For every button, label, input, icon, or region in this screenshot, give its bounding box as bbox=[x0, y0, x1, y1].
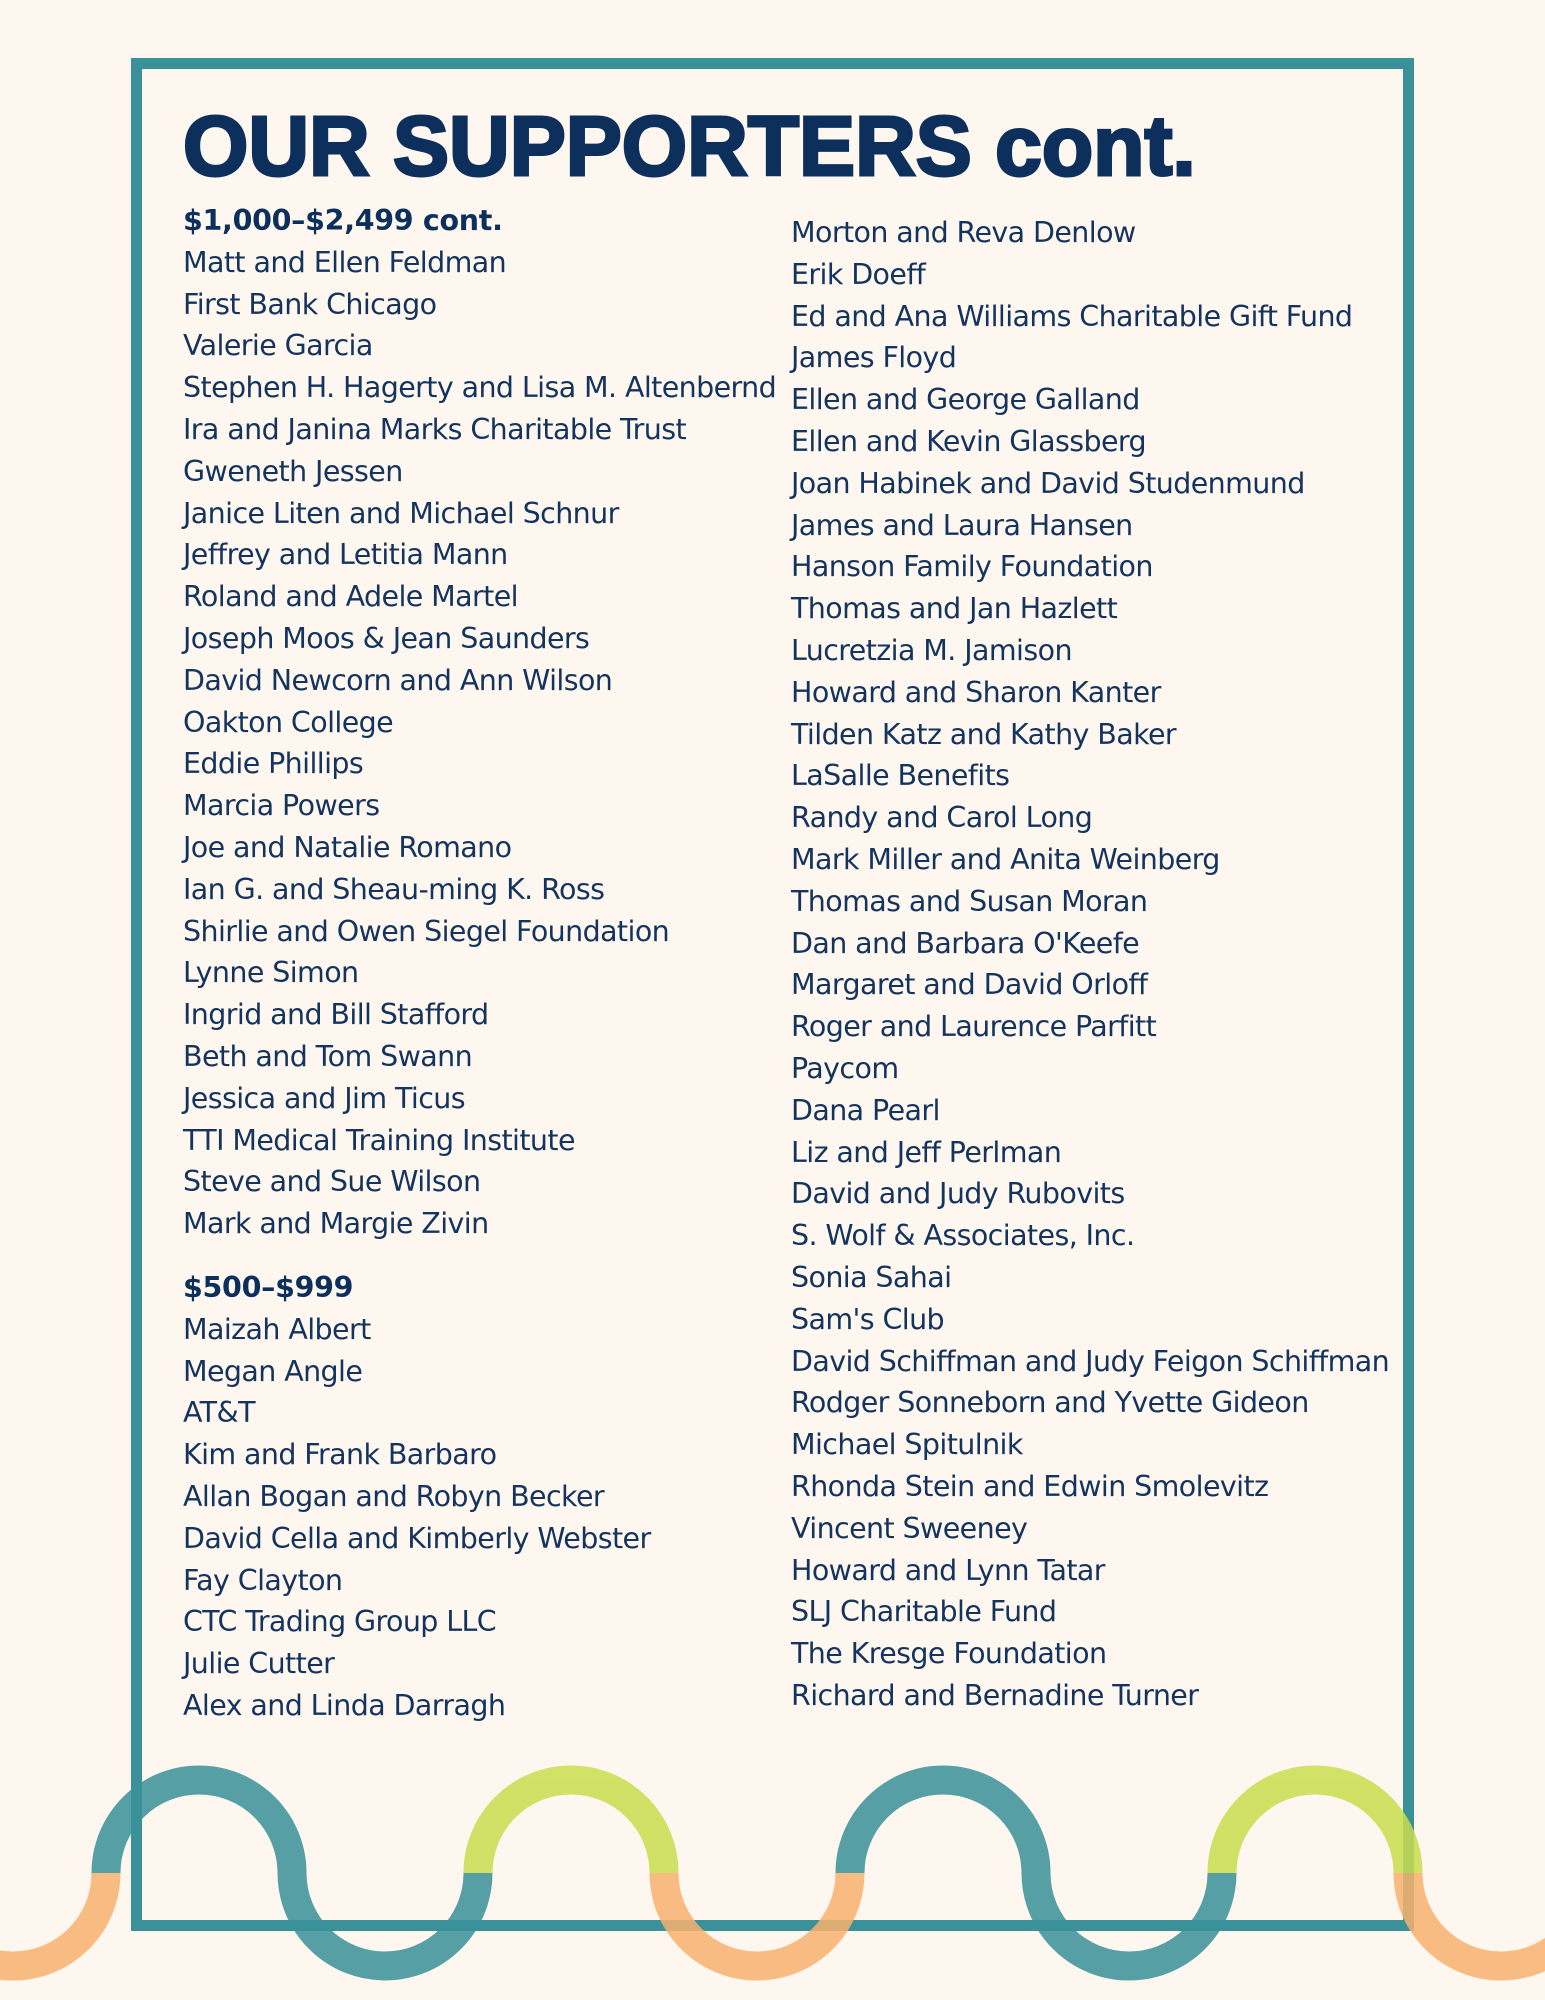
donor-name: AT&T bbox=[183, 1396, 255, 1430]
donor-name: Michael Spitulnik bbox=[791, 1428, 1023, 1462]
donor-name: Alex and Linda Darragh bbox=[183, 1688, 506, 1722]
donor-name: Ellen and Kevin Glassberg bbox=[791, 424, 1146, 458]
donor-name: Paycom bbox=[791, 1051, 899, 1085]
donor-name: Steve and Sue Wilson bbox=[183, 1165, 481, 1199]
donor-name: Julie Cutter bbox=[183, 1647, 335, 1681]
donor-name: Janice Liten and Michael Schnur bbox=[183, 496, 619, 530]
donor-name: S. Wolf & Associates, Inc. bbox=[791, 1219, 1135, 1253]
donor-name: Sonia Sahai bbox=[791, 1260, 952, 1294]
donor-name: David Cella and Kimberly Webster bbox=[183, 1521, 651, 1555]
page-title: OUR SUPPORTERS cont. bbox=[183, 99, 1196, 193]
donor-name: Ira and Janina Marks Charitable Trust bbox=[183, 412, 687, 446]
donor-name: Joe and Natalie Romano bbox=[183, 830, 512, 864]
wave-arc bbox=[850, 1780, 1036, 1873]
donor-name: Marcia Powers bbox=[183, 789, 380, 823]
donor-name: Megan Angle bbox=[183, 1354, 363, 1388]
donor-name: Thomas and Susan Moran bbox=[791, 884, 1148, 918]
donor-tier-heading: $1,000–$2,499 cont. bbox=[183, 204, 503, 237]
donor-name: Howard and Sharon Kanter bbox=[791, 675, 1161, 709]
donor-name: Mark and Margie Zivin bbox=[183, 1207, 489, 1241]
wave-arc bbox=[292, 1873, 478, 1966]
donor-name: Mark Miller and Anita Weinberg bbox=[791, 842, 1220, 876]
donor-list bbox=[183, 242, 783, 1245]
donor-name: Richard and Bernadine Turner bbox=[791, 1678, 1199, 1712]
donor-name: CTC Trading Group LLC bbox=[183, 1605, 497, 1639]
donor-name: Hanson Family Foundation bbox=[791, 550, 1153, 584]
wave-arc bbox=[0, 1873, 106, 1966]
donor-name: Joseph Moos & Jean Saunders bbox=[183, 621, 590, 655]
donor-name: Sam's Club bbox=[791, 1302, 945, 1336]
donor-name: James and Laura Hansen bbox=[791, 508, 1133, 542]
donor-name: Tilden Katz and Kathy Baker bbox=[791, 717, 1177, 751]
donor-name: Lucretzia M. Jamison bbox=[791, 633, 1072, 667]
wave-arc bbox=[664, 1873, 850, 1966]
donor-name: Dan and Barbara O'Keefe bbox=[791, 926, 1140, 960]
donor-name: Margaret and David Orloff bbox=[791, 968, 1148, 1002]
donor-name: LaSalle Benefits bbox=[791, 759, 1010, 793]
donor-name: Gweneth Jessen bbox=[183, 454, 403, 488]
donor-name: Dana Pearl bbox=[791, 1093, 940, 1127]
donor-name: Joan Habinek and David Studenmund bbox=[791, 466, 1305, 500]
donor-name: David and Judy Rubovits bbox=[791, 1177, 1125, 1211]
donor-tier-heading: $500–$999 bbox=[183, 1270, 354, 1304]
donor-name: Valerie Garcia bbox=[183, 329, 373, 363]
donor-name: Ed and Ana Williams Charitable Gift Fund bbox=[791, 299, 1353, 333]
donor-name: First Bank Chicago bbox=[183, 287, 437, 321]
wave-arc bbox=[106, 1780, 292, 1873]
donor-name: Rodger Sonneborn and Yvette Gideon bbox=[791, 1386, 1309, 1420]
donor-name: Beth and Tom Swann bbox=[183, 1039, 473, 1073]
decorative-wave-border bbox=[0, 1700, 1545, 2000]
donor-name: Kim and Frank Barbaro bbox=[183, 1438, 497, 1472]
donor-name: Jeffrey and Letitia Mann bbox=[183, 538, 508, 572]
donor-name: Liz and Jeff Perlman bbox=[791, 1135, 1062, 1169]
donor-name: Jessica and Jim Ticus bbox=[183, 1081, 466, 1115]
donor-name: Randy and Carol Long bbox=[791, 801, 1093, 835]
donor-name: Ian G. and Sheau-ming K. Ross bbox=[183, 872, 605, 906]
donor-name: Rhonda Stein and Edwin Smolevitz bbox=[791, 1469, 1269, 1503]
donor-name: James Floyd bbox=[791, 341, 957, 375]
right-column bbox=[791, 212, 1391, 1717]
donor-name: Erik Doeff bbox=[791, 257, 926, 291]
donor-name: Fay Clayton bbox=[183, 1563, 343, 1597]
donor-name: Oakton College bbox=[183, 705, 394, 739]
donor-name: Stephen H. Hagerty and Lisa M. Altenbernd bbox=[183, 371, 777, 405]
wave-arc bbox=[478, 1780, 664, 1873]
donor-name: Maizah Albert bbox=[183, 1312, 371, 1346]
donor-name: Ingrid and Bill Stafford bbox=[183, 998, 489, 1032]
donor-name: Thomas and Jan Hazlett bbox=[791, 592, 1118, 626]
donor-list bbox=[183, 1309, 783, 1727]
donor-name: Morton and Reva Denlow bbox=[791, 216, 1136, 249]
donor-name: Ellen and George Galland bbox=[791, 383, 1140, 417]
donor-name: Matt and Ellen Feldman bbox=[183, 245, 507, 279]
donor-name: TTI Medical Training Institute bbox=[183, 1123, 575, 1157]
donor-name: Roger and Laurence Parfitt bbox=[791, 1010, 1157, 1044]
wave-arc bbox=[1222, 1780, 1408, 1873]
donor-name: Shirlie and Owen Siegel Foundation bbox=[183, 914, 670, 948]
donor-list bbox=[791, 212, 1391, 1717]
wave-arc bbox=[1408, 1873, 1545, 1966]
donor-name: SLJ Charitable Fund bbox=[791, 1595, 1057, 1629]
donor-name: The Kresge Foundation bbox=[791, 1637, 1107, 1671]
donor-name: Lynne Simon bbox=[183, 956, 359, 990]
donor-name: Howard and Lynn Tatar bbox=[791, 1553, 1105, 1587]
donor-name: Vincent Sweeney bbox=[791, 1511, 1028, 1545]
donor-name: David Newcorn and Ann Wilson bbox=[183, 663, 613, 697]
wave-arc bbox=[1036, 1873, 1222, 1966]
left-column bbox=[183, 200, 783, 1727]
donor-name: David Schiffman and Judy Feigon Schiffman bbox=[791, 1344, 1390, 1378]
donor-name: Eddie Phillips bbox=[183, 747, 364, 781]
donor-name: Allan Bogan and Robyn Becker bbox=[183, 1479, 604, 1513]
donor-name: Roland and Adele Martel bbox=[183, 580, 518, 614]
